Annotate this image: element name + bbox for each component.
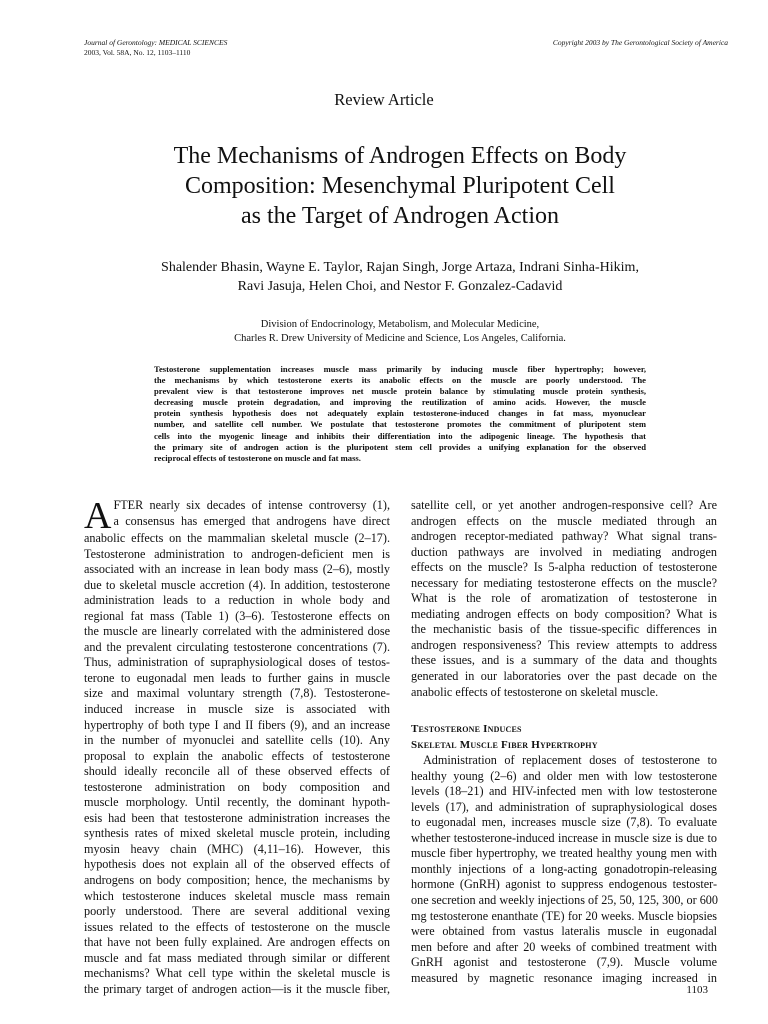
page-number: 1103 bbox=[686, 984, 708, 996]
body-line: the primary target of androgen action—is it the muscle fiber, bbox=[84, 981, 390, 996]
abstract-line: cells into the myogenic lineage and inhibits their differentiation into the adipogenic lineage. The hypothesis that bbox=[154, 430, 646, 441]
author-line: Shalender Bhasin, Wayne E. Taylor, Rajan Singh, Jorge Artaza, Indrani Sinha-Hikim, bbox=[161, 260, 639, 275]
body-line: hypertrophy of both type I and II fibers (9), and an increase bbox=[84, 717, 390, 732]
body-line: whether testosterone-induced increase in muscle size is due to bbox=[411, 830, 717, 845]
body-line: What is the role of aromatization of testosterone in bbox=[411, 591, 717, 606]
body-line: due to skeletal muscle accretion (4). In addition, testosterone bbox=[84, 577, 390, 592]
body-line: the muscle are linearly correlated with the administered dose bbox=[84, 624, 390, 639]
copyright-notice: Copyright 2003 by The Gerontological Society of America bbox=[552, 38, 728, 47]
abstract-line: the primary site of androgen action is the pluripotent stem cell provides a unifying explanation for the observed bbox=[154, 441, 646, 452]
body-line: muscle and fat mass mediated through similar or different bbox=[84, 950, 390, 965]
abstract-line: prevalent view is that testosterone improves net muscle protein balance by stimulating muscle protein synthesis, bbox=[154, 386, 646, 397]
body-line: the mechanistic basis of the tissue-specific differences in bbox=[411, 622, 717, 637]
body-line: induced increase in muscle size is associated with bbox=[84, 702, 390, 717]
body-line: terone to eugonadal men leads to further gains in muscle bbox=[84, 670, 390, 685]
body-line: androgen responsiveness? This review attempts to address bbox=[411, 637, 717, 652]
abstract-line: Testosterone supplementation increases muscle mass primarily by inducing muscle fiber hypertrophy; however, bbox=[154, 364, 646, 374]
title-line: as the Target of Androgen Action bbox=[240, 203, 560, 229]
body-line: mg testosterone enanthate (TE) for 20 weeks. Muscle biopsies bbox=[411, 908, 717, 923]
body-line: measured by magnetic resonance imaging increased in bbox=[411, 970, 717, 985]
body-line: levels (18–21) and HIV-infected men with low testosterone bbox=[411, 784, 717, 799]
body-line: these issues, and is a summary of the data and thoughts bbox=[411, 653, 717, 668]
body-paragraph bbox=[411, 498, 717, 700]
body-column-right bbox=[411, 498, 717, 986]
abstract-line: protein synthesis hypothesis does not adequately explain testosterone-induced changes in fat mass, myonuclear bbox=[154, 408, 646, 419]
affiliation-line: Charles R. Drew University of Medicine and Science, Los Angeles, California. bbox=[234, 333, 566, 344]
body-line: androgen receptor-mediated pathway? What signal trans- bbox=[411, 529, 717, 544]
article-type-label: Review Article bbox=[334, 90, 434, 109]
body-column-left bbox=[84, 498, 390, 997]
body-line: in the number of myonuclei and satellite cells (10). Any bbox=[84, 733, 390, 748]
body-line: duction pathways are involved in mediating androgen bbox=[411, 544, 717, 559]
author-list bbox=[90, 258, 710, 296]
body-line: GnRH agonist and testosterone (7,9). Muscle volume bbox=[411, 955, 717, 970]
abstract-line: number, and satellite cell number. We postulate that testosterone promotes the commitment of pluripotent stem bbox=[154, 419, 646, 430]
body-line: Testosterone administration to androgen-deficient men is bbox=[84, 546, 390, 561]
running-header-left bbox=[84, 38, 227, 57]
body-line: healthy young (2–6) and older men with low testosterone bbox=[411, 768, 717, 783]
abstract bbox=[154, 364, 646, 464]
body-line: FTER nearly six decades of intense controversy (1), bbox=[113, 498, 390, 512]
drop-cap: A bbox=[84, 498, 112, 531]
affiliation-line: Division of Endocrinology, Metabolism, and Molecular Medicine, bbox=[260, 319, 540, 330]
body-line: mechanisms? What cell type within the skeletal muscle is bbox=[84, 966, 390, 981]
body-line: necessary for mediating testosterone effects on the muscle? bbox=[411, 575, 717, 590]
body-line: myosin heavy chain (MHC) (4,11–16). However, this bbox=[84, 841, 390, 856]
body-line: monthly injections of a long-acting gonadotropin-releasing bbox=[411, 861, 717, 876]
body-line: Administration of replacement doses of testosterone to bbox=[423, 753, 717, 768]
body-line: anabolic effects on the mammalian skeletal muscle (2–17). bbox=[84, 531, 390, 545]
body-line: testosterone administration on body composition and bbox=[84, 779, 390, 794]
body-paragraph bbox=[411, 753, 717, 986]
body-line: effects on the muscle? Is 5-alpha reduction of testosterone bbox=[411, 560, 717, 575]
body-line: administration leads to a reduction in whole body and bbox=[84, 593, 390, 608]
section-heading: Skeletal Muscle Fiber Hypertrophy bbox=[411, 738, 598, 751]
body-line: anabolic effects of testosterone on skeletal muscle. bbox=[411, 684, 659, 699]
body-line: androgen effects on the muscle mediated through an bbox=[411, 513, 717, 528]
title-line: Composition: Mesenchymal Pluripotent Cell bbox=[185, 173, 615, 199]
body-line: that have not been fully explained. Are androgen effects on bbox=[84, 935, 390, 950]
body-line: issues related to the effects of testosterone on the muscle bbox=[84, 919, 390, 934]
body-line: poorly understood. There are several additional vexing bbox=[84, 904, 390, 919]
body-line: regional fat mass (Table 1) (3–6). Testosterone effects on bbox=[84, 608, 390, 623]
body-line: androgens on body composition; hence, the mechanisms by bbox=[84, 873, 390, 888]
body-line: muscle morphology. Until recently, the dominant hypoth- bbox=[84, 795, 390, 810]
body-line: Thus, administration of supraphysiological doses of testos- bbox=[84, 655, 390, 670]
body-line: men before and after 20 weeks of combined treatment with bbox=[411, 939, 717, 954]
affiliation bbox=[90, 318, 710, 346]
body-line: which testosterone induces skeletal muscle mass remain bbox=[84, 888, 390, 903]
body-line: hormone (GnRH) agonist to suppress endogenous testoster- bbox=[411, 877, 717, 892]
section-heading: Testosterone Induces bbox=[411, 723, 522, 736]
body-line: esis had been that testosterone administration increases the bbox=[84, 810, 390, 825]
title-line: The Mechanisms of Androgen Effects on Body bbox=[173, 143, 627, 169]
author-line: Ravi Jasuja, Helen Choi, and Nestor F. Gonzalez-Cadavid bbox=[237, 279, 563, 294]
body-line: levels (17), and administration of supraphysiological doses bbox=[411, 799, 717, 814]
body-line: and the prevalent circulating testosterone concentrations (7). bbox=[84, 639, 390, 654]
body-line: were obtained from vastus lateralis muscle in eugonadal bbox=[411, 924, 717, 939]
article-title bbox=[110, 141, 690, 231]
body-line: synthesis rates of mixed skeletal muscle protein, including bbox=[84, 826, 390, 841]
body-line: hypothesis does not explain all of the observed effects of bbox=[84, 857, 390, 872]
opening-paragraph-start bbox=[84, 498, 390, 531]
body-line: to eugonadal men, increases muscle size (7,8). To evaluate bbox=[411, 815, 717, 830]
body-line: satellite cell, or yet another androgen-responsive cell? Are bbox=[411, 498, 717, 512]
body-line: size and maximal voluntary strength (7,8). Testosterone- bbox=[84, 686, 390, 701]
body-line: one secretion and weekly injections of 25, 50, 125, 300, or 600 bbox=[411, 893, 718, 908]
body-line: proposal to explain the anabolic effects of testosterone bbox=[84, 748, 390, 763]
abstract-line: the mechanisms by which testosterone exerts its anabolic effects on the muscle are poorly understood. The bbox=[154, 375, 646, 386]
section-gap bbox=[411, 700, 717, 722]
body-paragraph bbox=[84, 531, 390, 997]
body-line: should ideally reconcile all of these observed effects of bbox=[84, 764, 390, 779]
abstract-line: decreasing muscle protein degradation, and improving the reutilization of amino acids. However, the muscle bbox=[154, 397, 646, 408]
volume-info: 2003, Vol. 58A, No. 12, 1103–1110 bbox=[84, 47, 191, 57]
body-line: generated in our laboratories over the past decade on the bbox=[411, 669, 717, 684]
abstract-line: reciprocal effects of testosterone on muscle and fat mass. bbox=[154, 452, 361, 463]
body-line: associated with an increase in lean body mass (2–6), mostly bbox=[84, 562, 390, 577]
body-line: muscle fiber hypertrophy, we treated healthy young men with bbox=[411, 846, 717, 861]
journal-name: Journal of Gerontology: MEDICAL SCIENCES bbox=[84, 38, 228, 47]
body-line: a consensus has emerged that androgens have direct bbox=[113, 513, 390, 528]
body-line: mediating androgen effects on body composition? What is bbox=[411, 606, 717, 621]
